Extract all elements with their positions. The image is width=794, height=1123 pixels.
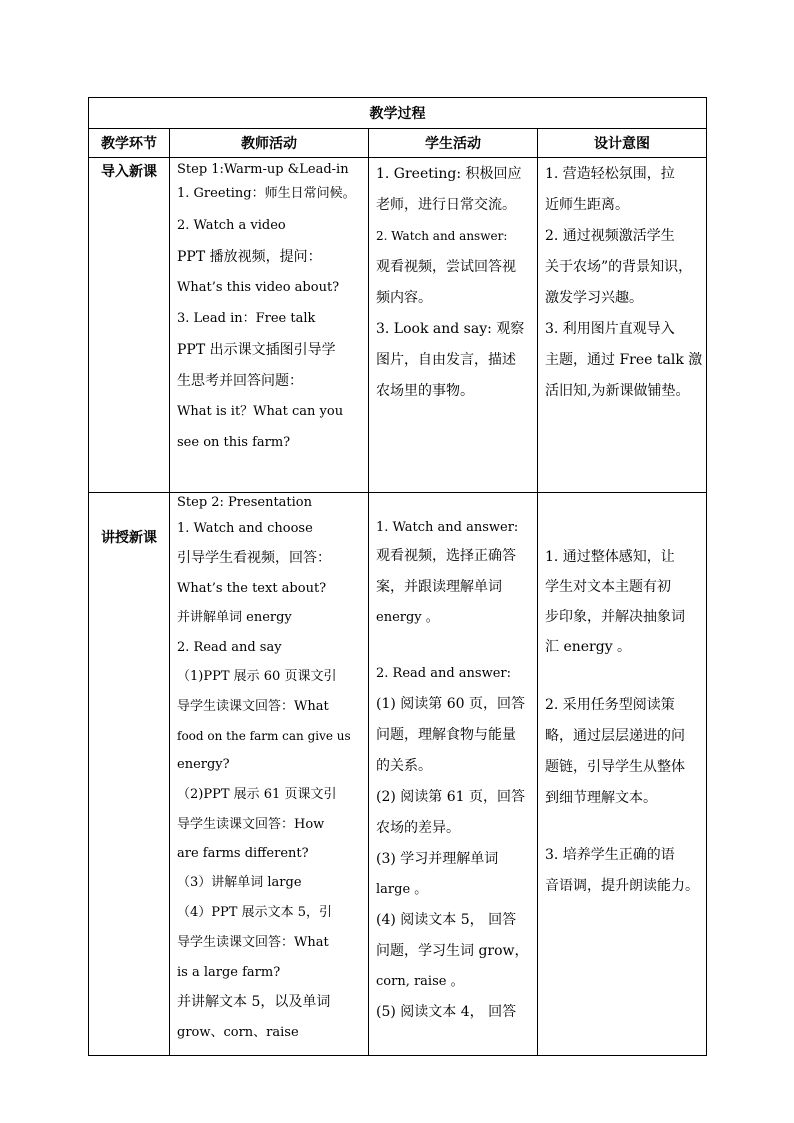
text-line: (2) 阅读第 61 页，回答 [376,789,525,805]
text-line: 题链，引导学生从整体 [545,759,685,775]
text-line: 导学生读课文回答：What [177,699,329,714]
table-row [89,493,707,1056]
text-line: large 。 [376,882,428,897]
text-line: (3) 学习并理解单词 [376,851,499,867]
column-header-stage: 教学环节 [89,129,170,158]
text-line: 2. Watch a video [177,218,286,233]
text-line: 观看视频，尝试回答视 [376,259,516,275]
stage-cell-lead-in [89,158,170,493]
student-activity-content [369,493,537,1029]
text-line: (1) 阅读第 60 页，回答 [376,696,525,712]
text-line: Step 1:Warm-up &Lead-in [177,162,349,177]
text-line: 老师，进行日常交流。 [376,197,516,213]
text-line: 主题，通过 Free talk 激 [545,352,703,368]
text-line: see on this farm? [177,435,291,450]
text-line: is a large farm? [177,965,281,980]
design-intent-content [538,493,706,903]
design-intent-content [538,158,706,408]
column-header-student-activity: 学生活动 [369,129,538,158]
text-line: 导学生读课文回答：How [177,817,325,832]
text-line: 2. Read and answer: [376,666,512,681]
teacher-activity-content [170,158,368,460]
design-intent-cell [538,493,707,1056]
text-line: 农场里的事物。 [376,383,474,399]
text-line: 农场的差异。 [376,820,460,836]
text-line: 2. Read and say [177,640,282,655]
text-line: 1. Greeting: 积极回应 [376,166,522,182]
teacher-activity-content [170,493,368,1048]
teacher-activity-cell [170,493,369,1056]
text-line: 2. 通过视频激活学生 [545,228,675,244]
text-line: 1. Watch and choose [177,521,313,536]
text-line: 引导学生看视频，回答： [177,550,331,566]
text-line: 1. 营造轻松氛围，拉 [545,166,675,182]
text-line: （2)PPT 展示 61 页课文引 [177,787,337,802]
text-line: 活旧知,为新课做铺垫。 [545,383,690,399]
text-line: 3. 培养学生正确的语 [545,847,675,863]
text-line: 1. Greeting：师生日常问候。 [177,186,356,201]
text-line: 3. 利用图片直观导入 [545,321,675,337]
lesson-plan-sheet [88,97,706,1040]
text-line: （4）PPT 展示文本 5，引 [177,905,332,920]
student-activity-cell [369,493,538,1056]
text-line: 学生对文本主题有初 [545,579,671,595]
stage-cell-new-lesson [89,493,170,1056]
text-line [376,634,534,660]
text-line: 1. 通过整体感知，让 [545,549,675,565]
text-line: 频内容。 [376,290,432,306]
text-line: 到细节理解文本。 [545,790,657,806]
text-line: 图片，自由发言，描述 [376,352,516,368]
text-line: 并讲解单词 energy [177,610,292,625]
text-line: are farms different? [177,846,309,861]
text-line: 略，通过层层递进的问 [545,728,685,744]
text-line: 3. Lead in：Free talk [177,311,316,326]
text-line: 关于农场”的背景知识， [545,259,693,275]
student-activity-content [369,158,537,408]
text-line: 并讲解文本 5，以及单词 [177,994,331,1010]
teacher-activity-cell [170,158,369,493]
text-line: What’s the text about? [177,581,327,596]
text-line [545,663,703,691]
text-line: 问题，理解食物与能量 [376,727,516,743]
text-line: 汇 energy 。 [545,639,632,655]
text-line [545,815,703,841]
text-line: 案，并跟读理解单词 [376,579,502,595]
text-line: 的关系。 [376,758,432,774]
text-line: energy 。 [376,610,439,625]
text-line: (5) 阅读文本 4， 回答 [376,1004,517,1020]
text-line: What’s this video about? [177,280,340,295]
column-header-teacher-activity: 教师活动 [170,129,369,158]
text-line: 问题，学习生词 grow， [376,943,529,959]
teaching-process-table [88,97,707,1056]
text-line: energy? [177,757,230,772]
text-line: （3）讲解单词 large [177,875,302,890]
stage-label: 讲授新课 [101,530,157,546]
table-title: 教学过程 [89,98,707,129]
table-row [89,158,707,493]
text-line: 3. Look and say: 观察 [376,321,525,337]
text-line: 近师生距离。 [545,197,629,213]
text-line: What is it？What can you [177,404,344,419]
text-line: 2. 采用任务型阅读策 [545,697,675,713]
text-line: 1. Watch and answer: [376,520,519,535]
text-line: PPT 播放视频，提问： [177,249,322,265]
column-header-design-intent: 设计意图 [538,129,707,158]
text-line: 观看视频，选择正确答 [376,548,516,564]
student-activity-cell [369,158,538,493]
text-line: 生思考并回答问题： [177,373,303,389]
text-line: grow、corn、raise [177,1025,299,1040]
text-line: food on the farm can give us [177,729,351,743]
text-line: (4) 阅读文本 5， 回答 [376,912,517,928]
design-intent-cell [538,158,707,493]
text-line: 2. Watch and answer: [376,229,508,243]
text-line: 音语调，提升朗读能力。 [545,878,699,894]
text-line: （1)PPT 展示 60 页课文引 [177,669,337,684]
text-line: PPT 出示课文插图引导学 [177,342,336,358]
stage-label: 导入新课 [101,164,157,180]
text-line: corn, raise 。 [376,974,464,989]
text-line: 导学生读课文回答：What [177,935,329,950]
text-line: 步印象，并解决抽象词 [545,609,685,625]
text-line: Step 2: Presentation [177,495,313,510]
header-row [89,129,707,158]
text-line: 激发学习兴趣。 [545,290,643,306]
